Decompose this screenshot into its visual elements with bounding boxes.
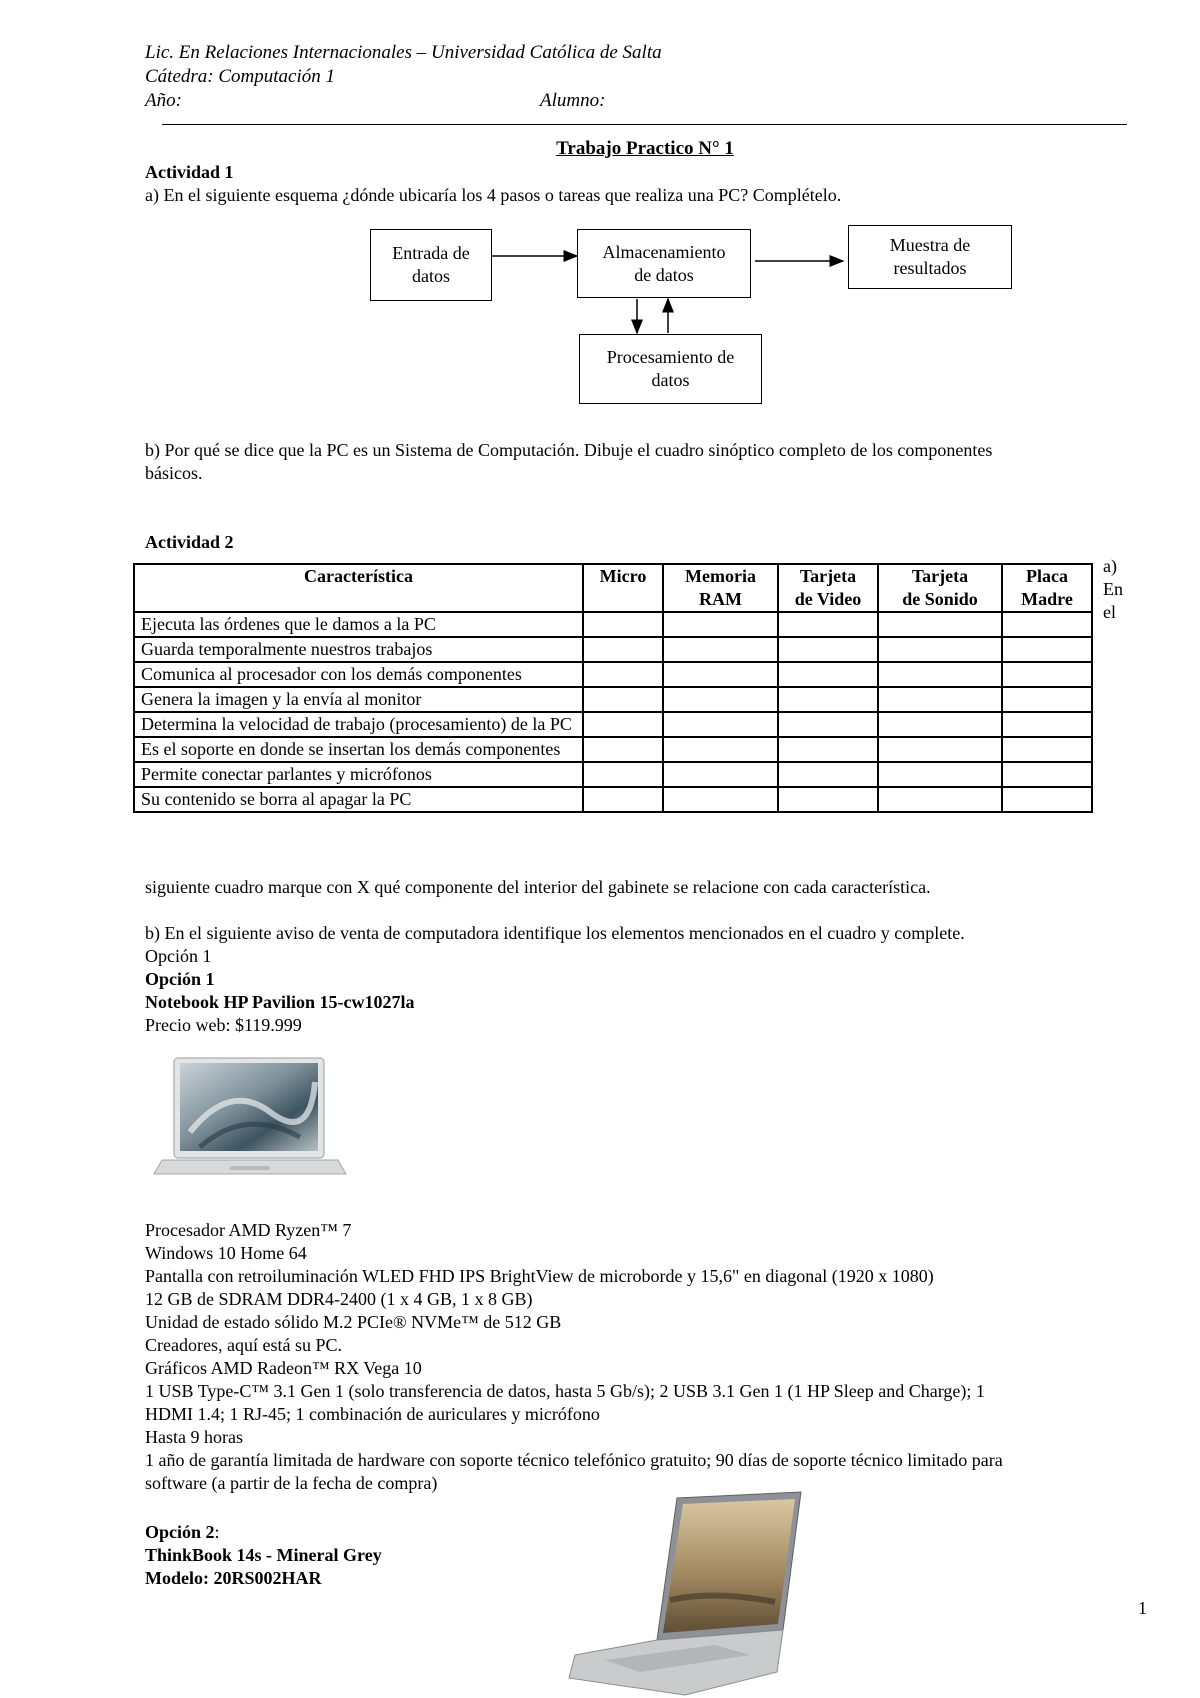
table-row	[134, 737, 1092, 762]
table-header-cell: Micro	[583, 564, 663, 612]
option-1-price: Precio web: $119.999	[145, 1015, 302, 1035]
answer-cell[interactable]	[778, 787, 878, 812]
diagram-arrows	[0, 0, 1200, 420]
answer-cell[interactable]	[878, 762, 1002, 787]
table-header-cell: Placa Madre	[1002, 564, 1092, 612]
header-course: Cátedra: Computación 1	[145, 66, 335, 87]
header-year-label: Año:	[145, 90, 182, 111]
diagram-processing-box: Procesamiento de datos	[579, 334, 762, 404]
activity1-question-b-line2: básicos.	[145, 463, 203, 483]
answer-cell[interactable]	[778, 612, 878, 637]
activity2-instruction: siguiente cuadro marque con X qué componente del interior del gabinete se relacione con cada característica.	[145, 877, 931, 897]
spec-line: Unidad de estado sólido M.2 PCIe® NVMe™ de 512 GB	[145, 1312, 562, 1332]
table-header-cell: Memoria RAM	[663, 564, 778, 612]
answer-cell[interactable]	[1002, 762, 1092, 787]
answer-cell[interactable]	[778, 637, 878, 662]
characteristic-cell: Guarda temporalmente nuestros trabajos	[134, 637, 583, 662]
activity1-heading: Actividad 1	[145, 162, 234, 182]
spec-line: Pantalla con retroiluminación WLED FHD IPS BrightView de microborde y 15,6" en diagonal (1920 x 1080)	[145, 1266, 934, 1286]
answer-cell[interactable]	[878, 787, 1002, 812]
header-institution: Lic. En Relaciones Internacionales – Universidad Católica de Salta	[145, 42, 662, 63]
characteristic-cell: Determina la velocidad de trabajo (procesamiento) de la PC	[134, 712, 583, 737]
answer-cell[interactable]	[583, 687, 663, 712]
table-header-cell: Tarjeta de Sonido	[878, 564, 1002, 612]
option-1-specs	[145, 1219, 1003, 1495]
answer-cell[interactable]	[583, 737, 663, 762]
spec-line: Windows 10 Home 64	[145, 1243, 307, 1263]
spec-line: 1 año de garantía limitada de hardware con soporte técnico telefónico gratuito; 90 días de soporte técnico limitado para	[145, 1450, 1003, 1470]
answer-cell[interactable]	[663, 737, 778, 762]
hp-laptop-image	[150, 1052, 350, 1192]
option-2-product: ThinkBook 14s - Mineral Grey	[145, 1545, 382, 1565]
answer-cell[interactable]	[878, 712, 1002, 737]
option-1-label: Opción 1	[145, 969, 215, 989]
spec-line: Hasta 9 horas	[145, 1427, 243, 1447]
table-row	[134, 662, 1092, 687]
table-row	[134, 687, 1092, 712]
activity1-question-b-line1: b) Por qué se dice que la PC es un Sistema de Computación. Dibuje el cuadro sinóptico completo de los componentes	[145, 440, 993, 460]
answer-cell[interactable]	[1002, 637, 1092, 662]
characteristic-cell: Su contenido se borra al apagar la PC	[134, 787, 583, 812]
table-row	[134, 712, 1092, 737]
answer-cell[interactable]	[878, 737, 1002, 762]
answer-cell[interactable]	[778, 737, 878, 762]
answer-cell[interactable]	[778, 687, 878, 712]
answer-cell[interactable]	[663, 712, 778, 737]
answer-cell[interactable]	[583, 637, 663, 662]
table-header-cell: Característica	[134, 564, 583, 612]
answer-cell[interactable]	[663, 662, 778, 687]
answer-cell[interactable]	[583, 712, 663, 737]
activity2-question-b: b) En el siguiente aviso de venta de computadora identifique los elementos mencionados en el cuadro y complete.	[145, 923, 965, 943]
diagram-output-box: Muestra de resultados	[848, 225, 1012, 289]
table-row	[134, 612, 1092, 637]
answer-cell[interactable]	[1002, 737, 1092, 762]
answer-cell[interactable]	[663, 762, 778, 787]
activity1-question-a: a) En el siguiente esquema ¿dónde ubicaría los 4 pasos o tareas que realiza una PC? Complételo.	[145, 185, 842, 205]
spec-line: Creadores, aquí está su PC.	[145, 1335, 342, 1355]
spec-line: HDMI 1.4; 1 RJ-45; 1 combinación de auriculares y micrófono	[145, 1404, 600, 1424]
page-number: 1	[1138, 1598, 1147, 1618]
spec-line: Gráficos AMD Radeon™ RX Vega 10	[145, 1358, 422, 1378]
answer-cell[interactable]	[583, 612, 663, 637]
answer-cell[interactable]	[663, 637, 778, 662]
activity2-heading: Actividad 2	[145, 532, 234, 552]
answer-cell[interactable]	[1002, 612, 1092, 637]
answer-cell[interactable]	[878, 687, 1002, 712]
answer-cell[interactable]	[778, 712, 878, 737]
characteristic-cell: Genera la imagen y la envía al monitor	[134, 687, 583, 712]
table-row	[134, 787, 1092, 812]
spec-line: software (a partir de la fecha de compra)	[145, 1473, 438, 1493]
diagram-storage-box: Almacenamiento de datos	[577, 229, 751, 298]
answer-cell[interactable]	[663, 787, 778, 812]
spec-line: Procesador AMD Ryzen™ 7	[145, 1220, 352, 1240]
answer-cell[interactable]	[583, 662, 663, 687]
table-header-row	[134, 564, 1092, 612]
spec-line: 1 USB Type-C™ 3.1 Gen 1 (solo transferencia de datos, hasta 5 Gb/s); 2 USB 3.1 Gen 1 (1 HP Sleep and Charge); 1	[145, 1381, 985, 1401]
answer-cell[interactable]	[878, 612, 1002, 637]
characteristic-cell: Comunica al procesador con los demás componentes	[134, 662, 583, 687]
answer-cell[interactable]	[663, 687, 778, 712]
page-title: Trabajo Practico N° 1	[556, 138, 734, 159]
option-1-product: Notebook HP Pavilion 15-cw1027la	[145, 992, 415, 1012]
answer-cell[interactable]	[1002, 662, 1092, 687]
answer-cell[interactable]	[583, 762, 663, 787]
option-1-plain-label: Opción 1	[145, 946, 212, 966]
answer-cell[interactable]	[583, 787, 663, 812]
component-table	[133, 563, 1093, 813]
characteristic-cell: Es el soporte en donde se insertan los demás componentes	[134, 737, 583, 762]
answer-cell[interactable]	[663, 612, 778, 637]
table-row	[134, 762, 1092, 787]
answer-cell[interactable]	[878, 637, 1002, 662]
header-student-label: Alumno:	[540, 90, 606, 111]
table-row	[134, 637, 1092, 662]
activity2-side-note: a) En el	[1103, 556, 1123, 622]
answer-cell[interactable]	[878, 662, 1002, 687]
thinkbook-laptop-image	[565, 1490, 815, 1698]
answer-cell[interactable]	[1002, 687, 1092, 712]
option-2-model: Modelo: 20RS002HAR	[145, 1568, 322, 1588]
option-2-label: Opción 2:	[145, 1522, 220, 1542]
characteristic-cell: Permite conectar parlantes y micrófonos	[134, 762, 583, 787]
table-header-cell: Tarjeta de Video	[778, 564, 878, 612]
characteristic-cell: Ejecuta las órdenes que le damos a la PC	[134, 612, 583, 637]
spec-line: 12 GB de SDRAM DDR4-2400 (1 x 4 GB, 1 x 8 GB)	[145, 1289, 533, 1309]
answer-cell[interactable]	[778, 762, 878, 787]
diagram-input-box: Entrada de datos	[370, 229, 492, 301]
answer-cell[interactable]	[1002, 712, 1092, 737]
answer-cell[interactable]	[1002, 787, 1092, 812]
answer-cell[interactable]	[778, 662, 878, 687]
